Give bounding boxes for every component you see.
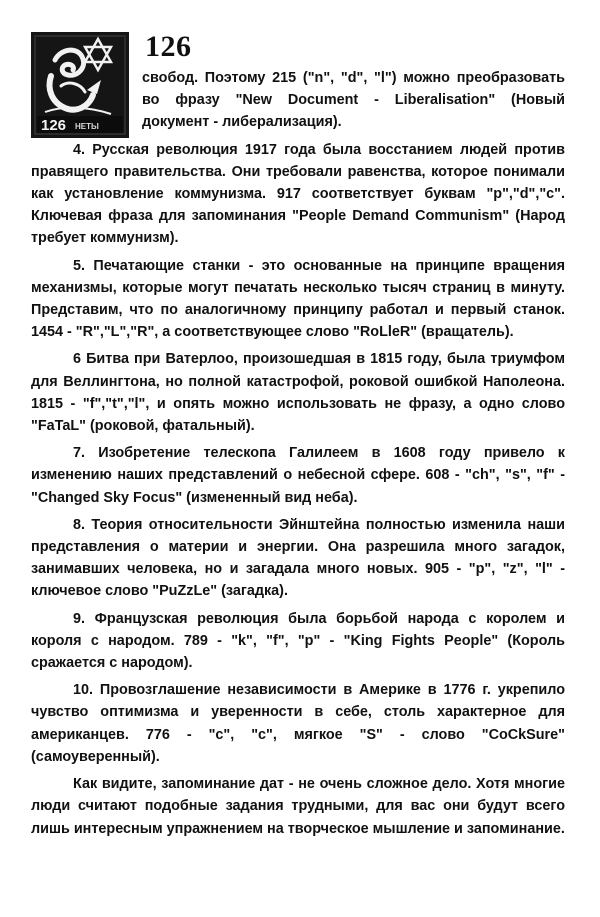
- paragraph-item-6: 6 Битва при Ватерлоо, произошедшая в 1815 году, была триумфом для Веллингтона, но полной катастрофой, роковой ошибкой Наполеона. 1815 - "f","t","l", и опять можно использовать не фразу, а одно слово "FaTaL" (роковой, фатальный).: [31, 351, 565, 435]
- paragraph-continuation: свобод. Поэтому 215 ("n", "d", "l") можно преобразовать во фразу "New Document - Liberalisation" (Новый документ - либерализация).: [142, 70, 565, 131]
- paragraph-item-9: 9. Французская революция была борьбой народа с королем и короля с народом. 789 - "k", "f", "р" - "King Fights People" (Король сражается с народом).: [31, 610, 565, 672]
- page-number: 126: [145, 30, 192, 63]
- body-text: [31, 67, 565, 840]
- paragraph-item-5: 5. Печатающие станки - это основанные на принципе вращения механизмы, которые могут печатать несколько тысяч страниц в минуту. Представим, что по аналогичному принципу работал и первый станок. 1454 - "R","L","R", а соответствующее слово "RoLleR" (вращатель).: [31, 257, 565, 341]
- paragraph-item-8: 8. Теория относительности Эйнштейна полностью изменила наши представления о материи и энергии. Она разрешила много загадок, занимавших человека, но и загадала много новых. 905 - "р", "z", "l" - ключевое слово "PuZzLe" (загадка).: [31, 516, 565, 600]
- paragraph-item-4: 4. Русская революция 1917 года была восстанием людей против правящего правительства. Они требовали равенства, которое понимали как установление коммунизма. 917 соответствует буквам "р","d","с". Ключевая фраза для запоминания "People Demand Communism" (Народ требует коммунизм).: [31, 141, 565, 247]
- emblem-small-text: HETЫ: [75, 122, 99, 131]
- emblem-number: 126: [41, 117, 67, 134]
- paragraph-conclusion: Как видите, запоминание дат - не очень сложное дело. Хотя многие люди считают подобные задания трудными, для вас они будут всего лишь интересным упражнением на творческое мышление и запоминание.: [31, 776, 565, 837]
- paragraph-item-7: 7. Изобретение телескопа Галилеем в 1608 году привело к изменению наших представлений о небесной сфере. 608 - "ch", "s", "f" - "Changed Sky Focus" (измененный вид неба).: [31, 445, 565, 506]
- paragraph-item-10: 10. Провозглашение независимости в Америке в 1776 г. укрепило чувство оптимизма и уверенности в себе, столь характерное для американцев. 776 - "с", "с", мягкое "S" - слово "CoCkSure" (самоуверенный).: [31, 682, 565, 765]
